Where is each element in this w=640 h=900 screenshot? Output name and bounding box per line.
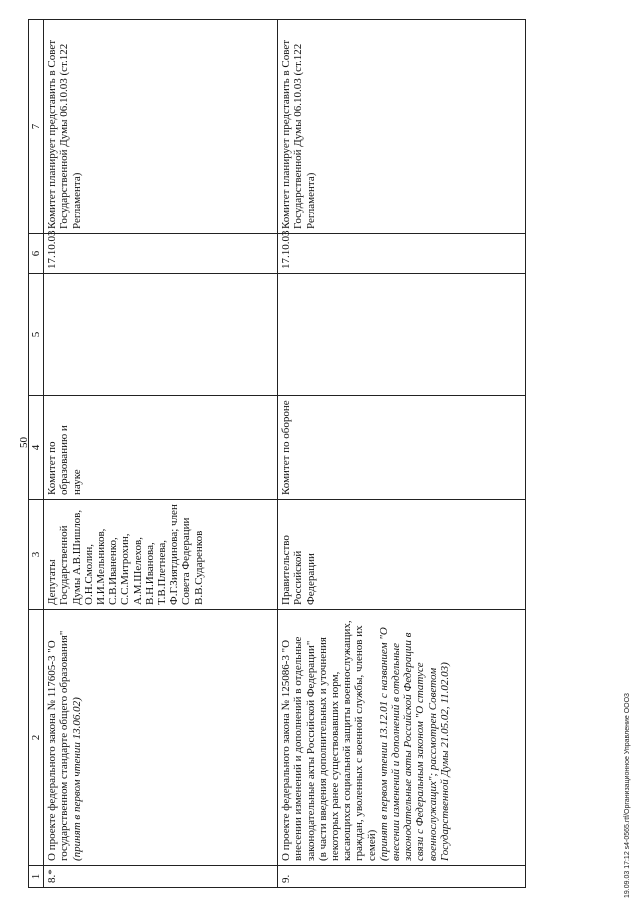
table-row <box>278 20 526 888</box>
remark-cell: Комитет планирует представить в Совет Государственной Думы 06.10.03 (ст.122 Регламента) <box>278 20 526 234</box>
row-number: 9. <box>278 866 526 888</box>
header-cell: 5 <box>29 274 44 396</box>
header-cell: 4 <box>29 396 44 500</box>
authors-cell: Правительство Российской Федерации <box>278 500 526 610</box>
footer-text: 19.09.03 17:12 s4-0565.rtf/Организационное Управление ООО3 <box>624 693 631 898</box>
bill-cell <box>44 610 278 866</box>
committee-cell: Комитет по образованию и науке <box>44 396 278 500</box>
date-cell: 17.10.03 <box>278 234 526 274</box>
bill-title: О проекте федерального закона № 117605-3 "О государственном стандарте общего образования" <box>46 630 71 861</box>
remark-cell: Комитет планирует представить в Совет Государственной Думы 06.10.03 (ст.122 Регламента) <box>44 20 278 234</box>
agenda-table <box>28 19 526 888</box>
bill-cell <box>278 610 526 866</box>
bill-detail: (в части введения дополнительных и уточнения некоторых ранее существовавших норм, касающихся социальной защиты военнослужащих, граждан, уволенных с военной службы, членов их семей) <box>316 620 378 861</box>
row-number: 8.* <box>44 866 278 888</box>
table-row <box>44 20 278 888</box>
header-cell: 3 <box>29 500 44 610</box>
bill-note: (принят в первом чтении 13.12.01 с названием "О внесении изменений и дополнений в отдельные законодательные акты Российской Федерации в связи с Федеральным законом "О статусе военнослужащих"; рассмотрен Советом Государственной Думы 21.05.02, 11.02.03) <box>377 627 451 861</box>
bill-title: О проекте федерального закона № 125086-3 "О внесении изменений и дополнений в отдельные законодательные акты Российской Федерации" <box>280 636 317 861</box>
col5-cell <box>44 274 278 396</box>
authors-cell: Депутаты Государственной Думы А.В.Шишлов, О.Н.Смолин, И.И.Мельников, С.В.Иваненко, С.С.Митрохин, А.М.Шелехов, В.Н.Иванова, Т.В.Плетнева, Ф.Г.Зиятдинова; член Совета Федерации В.В.Сударенков <box>44 500 278 610</box>
committee-cell: Комитет по обороне <box>278 396 526 500</box>
bill-note: (принят в первом чтении 13.06.02) <box>70 697 83 861</box>
header-cell: 2 <box>29 610 44 866</box>
header-cell: 1 <box>29 866 44 888</box>
header-cell: 6 <box>29 234 44 274</box>
header-cell: 7 <box>29 20 44 234</box>
page-number: 50 <box>18 437 30 448</box>
col5-cell <box>278 274 526 396</box>
date-cell: 17.10.03 <box>44 234 278 274</box>
header-row <box>29 20 44 888</box>
